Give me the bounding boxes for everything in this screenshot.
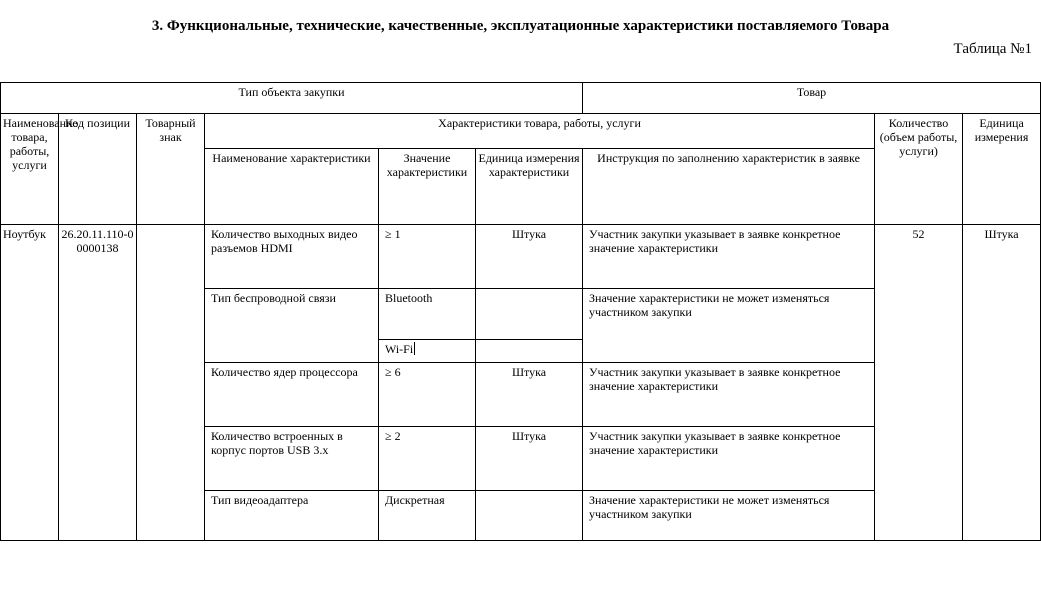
char-name-cell: Количество встроенных в корпус портов USB 3.x xyxy=(205,427,379,491)
char-unit-cell xyxy=(476,289,583,340)
object-type-value: Товар xyxy=(583,83,1041,114)
item-quantity: 52 xyxy=(875,225,963,541)
header-characteristics: Характеристики товара, работы, услуги xyxy=(205,114,875,149)
char-value-cell: Bluetooth xyxy=(379,289,476,340)
header-unit: Единица измерения xyxy=(963,114,1041,225)
char-value-cell: ≥ 6 xyxy=(379,363,476,427)
char-value-cell[interactable] xyxy=(379,340,476,363)
char-name-cell: Тип беспроводной связи xyxy=(205,289,379,363)
characteristics-table xyxy=(0,82,1041,541)
char-unit-cell xyxy=(476,340,583,363)
header-name: Наименование товара, работы, услуги xyxy=(1,114,59,225)
object-type-label: Тип объекта закупки xyxy=(1,83,583,114)
char-unit-cell: Штука xyxy=(476,363,583,427)
char-name-cell: Количество ядер процессора xyxy=(205,363,379,427)
table-row xyxy=(1,225,1041,289)
char-unit-cell xyxy=(476,491,583,541)
header-instruction: Инструкция по заполнению характеристик в заявке xyxy=(583,149,875,225)
header-code: Код позиции xyxy=(59,114,137,225)
char-name-cell: Количество выходных видео разъемов HDMI xyxy=(205,225,379,289)
instruction-cell: Участник закупки указывает в заявке конкретное значение характеристики xyxy=(583,225,875,289)
instruction-cell: Участник закупки указывает в заявке конкретное значение характеристики xyxy=(583,363,875,427)
table-number: Таблица №1 xyxy=(953,41,1032,57)
item-trademark xyxy=(137,225,205,541)
instruction-cell: Значение характеристики не может изменяться участником закупки xyxy=(583,289,875,363)
char-name-cell: Тип видеоадаптера xyxy=(205,491,379,541)
item-name: Ноутбук xyxy=(1,225,59,541)
header-trademark: Товарный знак xyxy=(137,114,205,225)
header-quantity: Количество (объем работы, услуги) xyxy=(875,114,963,225)
text-cursor xyxy=(414,342,415,355)
char-unit-cell: Штука xyxy=(476,427,583,491)
page-title: 3. Функциональные, технические, качественные, эксплуатационные характеристики поставляемого Товара xyxy=(151,18,890,34)
header-char-unit: Единица измерения характеристики xyxy=(476,149,583,225)
item-unit: Штука xyxy=(963,225,1041,541)
char-value-cell: ≥ 2 xyxy=(379,427,476,491)
char-value-cell: ≥ 1 xyxy=(379,225,476,289)
instruction-cell: Участник закупки указывает в заявке конкретное значение характеристики xyxy=(583,427,875,491)
char-value-cell: Дискретная xyxy=(379,491,476,541)
object-type-row xyxy=(1,83,1041,114)
header-row xyxy=(1,114,1041,149)
item-code: 26.20.11.110-00000138 xyxy=(59,225,137,541)
char-unit-cell: Штука xyxy=(476,225,583,289)
header-char-value: Значение характеристики xyxy=(379,149,476,225)
header-char-name: Наименование характеристики xyxy=(205,149,379,225)
instruction-cell: Значение характеристики не может изменяться участником закупки xyxy=(583,491,875,541)
char-value-text: Wi-Fi xyxy=(385,342,414,356)
